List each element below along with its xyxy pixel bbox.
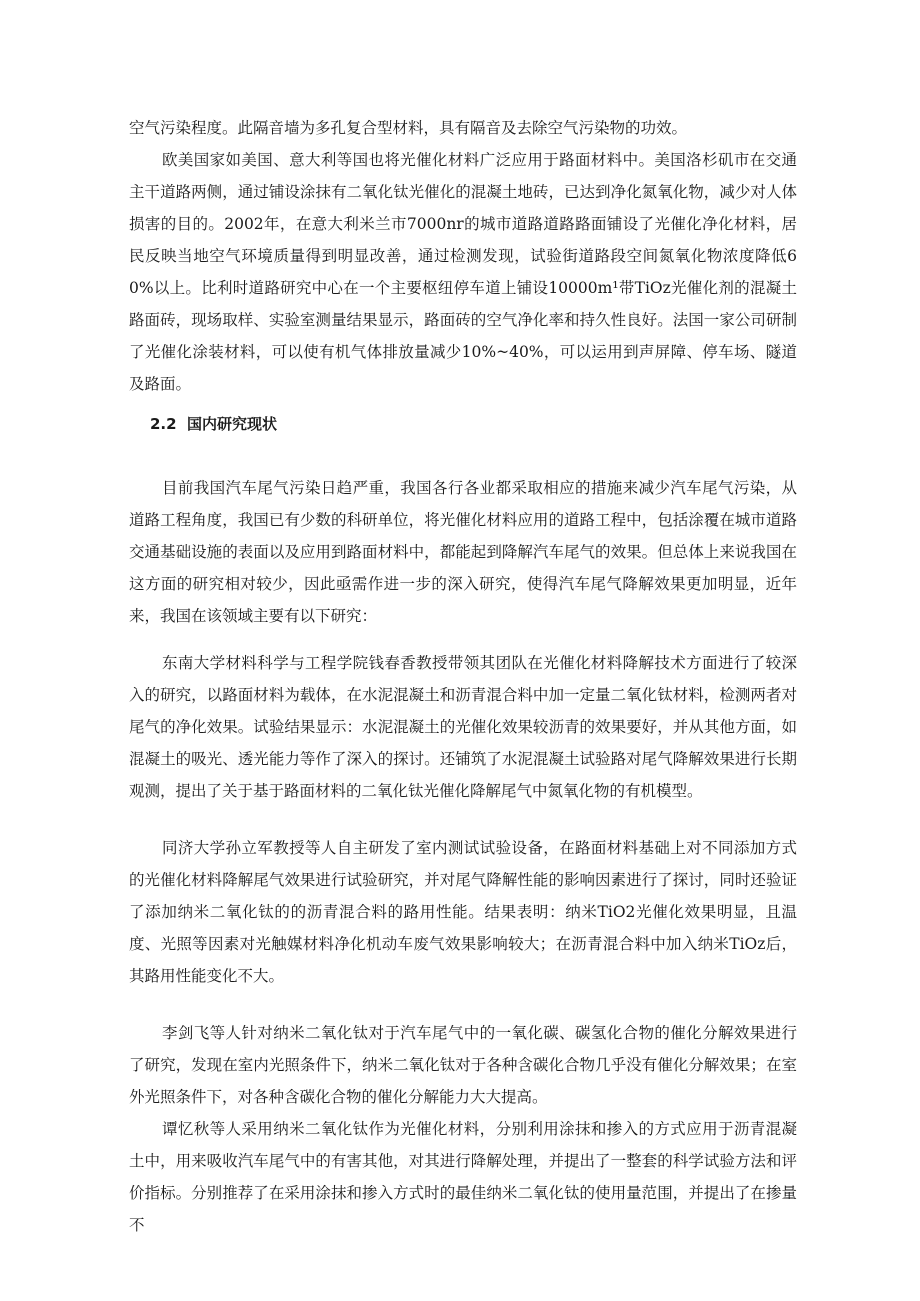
paragraph-sound-barrier: 空气污染程度。此隔音墙为多孔复合型材料，具有隔音及去除空气污染物的功效。 — [129, 119, 688, 137]
paragraph-europe-america: 欧美国家如美国、意大利等国也将光催化材料广泛应用于路面材料中。美国洛杉矶市在交通主干道路两侧，通过铺设涂抹有二氧化钛光催化的混凝土地砖，已达到净化氮氧化物，减少对人体损害的目的。2002年，在意大利米兰市7000nr的城市道路道路路面铺设了光催化净化材料，居民反映当地空气环境质量得到明显改善，通过检测发现，试验街道路段空间氮氧化物浓度降低60%以上。比利时道路研究中心在一个主要枢纽停车道上铺设10000m¹带TiOz光催化剂的混凝土路面砖，现场取样、实验室测量结果显示，路面砖的空气净化率和持久性良好。法国一家公司研制了光催化涂装材料，可以使有机气体排放量减少10%~40%，可以运用到声屏障、停车场、隧道及路面。 — [129, 151, 797, 393]
section-number: 2.2 — [150, 415, 177, 433]
section-title: 国内研究现状 — [187, 415, 278, 433]
paragraph-domestic-overview: 目前我国汽车尾气污染日趋严重，我国各行各业都采取相应的措施来减少汽车尾气污染，从道路工程角度，我国已有少数的科研单位，将光催化材料应用的道路工程中，包括涂覆在城市道路交通基础设施的表面以及应用到路面材料中，都能起到降解汽车尾气的效果。但总体上来说我国在这方面的研究相对较少，因此亟需作进一步的深入研究，使得汽车尾气降解效果更加明显，近年来，我国在该领域主要有以下研究： — [129, 479, 797, 625]
paragraph-li-jianfei: 李剑飞等人针对纳米二氧化钛对于汽车尾气中的一氧化碳、碳氢化合物的催化分解效果进行了研究，发现在室内光照条件下，纳米二氧化钛对于各种含碳化合物几乎没有催化分解效果；在室外光照条件下，对各种含碳化合物的催化分解能力大大提高。 — [129, 1024, 797, 1106]
paragraph-tongji-university: 同济大学孙立军教授等人自主研发了室内测试试验设备，在路面材料基础上对不同添加方式的光催化材料降解尾气效果进行试验研究，并对尾气降解性能的影响因素进行了探讨，同时还验证了添加纳米二氧化钛的的沥青混合料的路用性能。结果表明：纳米TiO2光催化效果明显，且温度、光照等因素对光触媒材料净化机动车废气效果影响较大；在沥青混合料中加入纳米TiOz后，其路用性能变化不大。 — [129, 839, 797, 985]
paragraph-southeast-university: 东南大学材料科学与工程学院钱春香教授带领其团队在光催化材料降解技术方面进行了较深入的研究，以路面材料为载体，在水泥混凝土和沥青混合料中加一定量二氧化钛材料，检测两者对尾气的净化效果。试验结果显示：水泥混凝土的光催化效果较沥青的效果要好，并从其他方面，如混凝土的吸光、透光能力等作了深入的探讨。还铺筑了水泥混凝土试验路对尾气降解效果进行长期观测，提出了关于基于路面材料的二氧化钛光催化降解尾气中氮氧化物的有机模型。 — [129, 654, 797, 800]
paragraph-tan-yiqiu: 谭忆秋等人采用纳米二氧化钛作为光催化材料，分别利用涂抹和掺入的方式应用于沥青混凝土中，用来吸收汽车尾气中的有害其他，对其进行降解处理，并提出了一整套的科学试验方法和评价指标。分别推荐了在采用涂抹和掺入方式时的最佳纳米二氧化钛的使用量范围，并提出了在掺量不 — [129, 1120, 797, 1234]
section-heading — [150, 410, 277, 438]
